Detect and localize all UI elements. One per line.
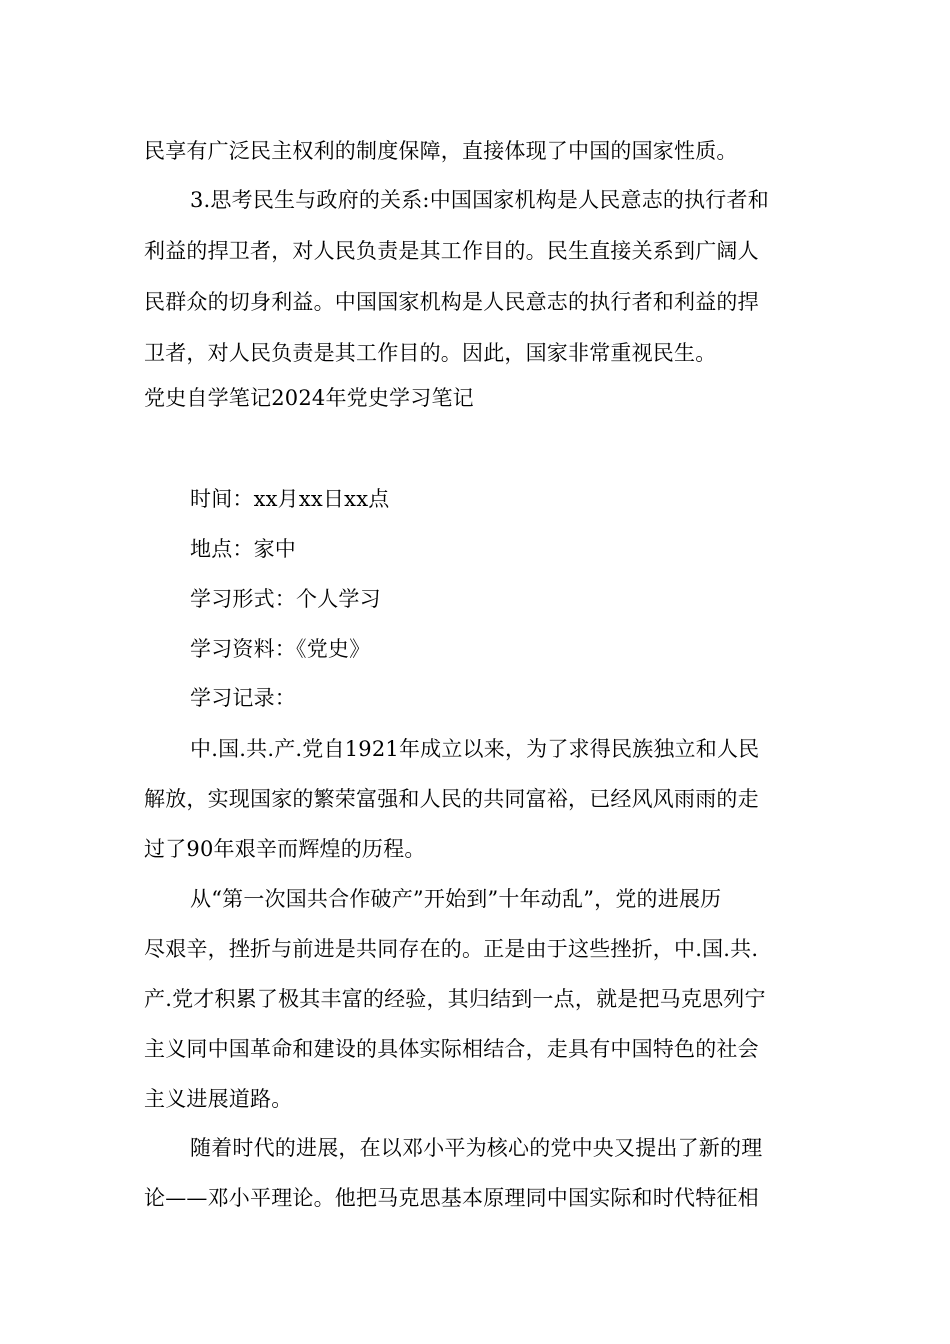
text-line: 利益的捍卫者，对人民负责是其工作目的。民生直接关系到广阔人 — [144, 239, 759, 263]
text-line: 中.国.共.产.党自1921年成立以来，为了求得民族独立和人民 — [190, 737, 760, 761]
meta-format: 学习形式：个人学习 — [190, 587, 381, 611]
section-title: 党史自学笔记2024年党史学习笔记 — [144, 386, 474, 410]
meta-time: 时间：xx月xx日xx点 — [190, 487, 390, 511]
text-line: 民享有广泛民主权利的制度保障，直接体现了中国的国家性质。 — [144, 139, 738, 163]
meta-record-label: 学习记录： — [190, 686, 296, 710]
meta-place: 地点：家中 — [190, 537, 296, 561]
text-line: 卫者，对人民负责是其工作目的。因此，国家非常重视民生。 — [144, 341, 717, 365]
text-line: 民群众的切身利益。中国国家机构是人民意志的执行者和利益的捍 — [144, 290, 759, 314]
text-line: 尽艰辛，挫折与前进是共同存在的。正是由于这些挫折，中.国.共. — [144, 937, 759, 961]
meta-material: 学习资料：《党史》 — [190, 637, 371, 661]
text-line: 主义同中国革命和建设的具体实际相结合，走具有中国特色的社会 — [144, 1037, 759, 1061]
text-line: 3.思考民生与政府的关系:中国国家机构是人民意志的执行者和 — [190, 188, 769, 212]
text-line: 论——邓小平理论。他把马克思基本原理同中国实际和时代特征相 — [144, 1186, 759, 1210]
text-line: 随着时代的进展，在以邓小平为核心的党中央又提出了新的理 — [190, 1136, 763, 1160]
text-line: 从“第一次国共合作破产”开始到”十年动乱”，党的进展历 — [190, 887, 722, 911]
text-line: 产.党才积累了极其丰富的经验，其归结到一点，就是把马克思列宁 — [144, 987, 766, 1011]
text-line: 解放，实现国家的繁荣富强和人民的共同富裕，已经风风雨雨的走 — [144, 787, 759, 811]
text-line: 过了90年艰辛而辉煌的历程。 — [144, 837, 426, 861]
text-line: 主义进展道路。 — [144, 1087, 293, 1111]
